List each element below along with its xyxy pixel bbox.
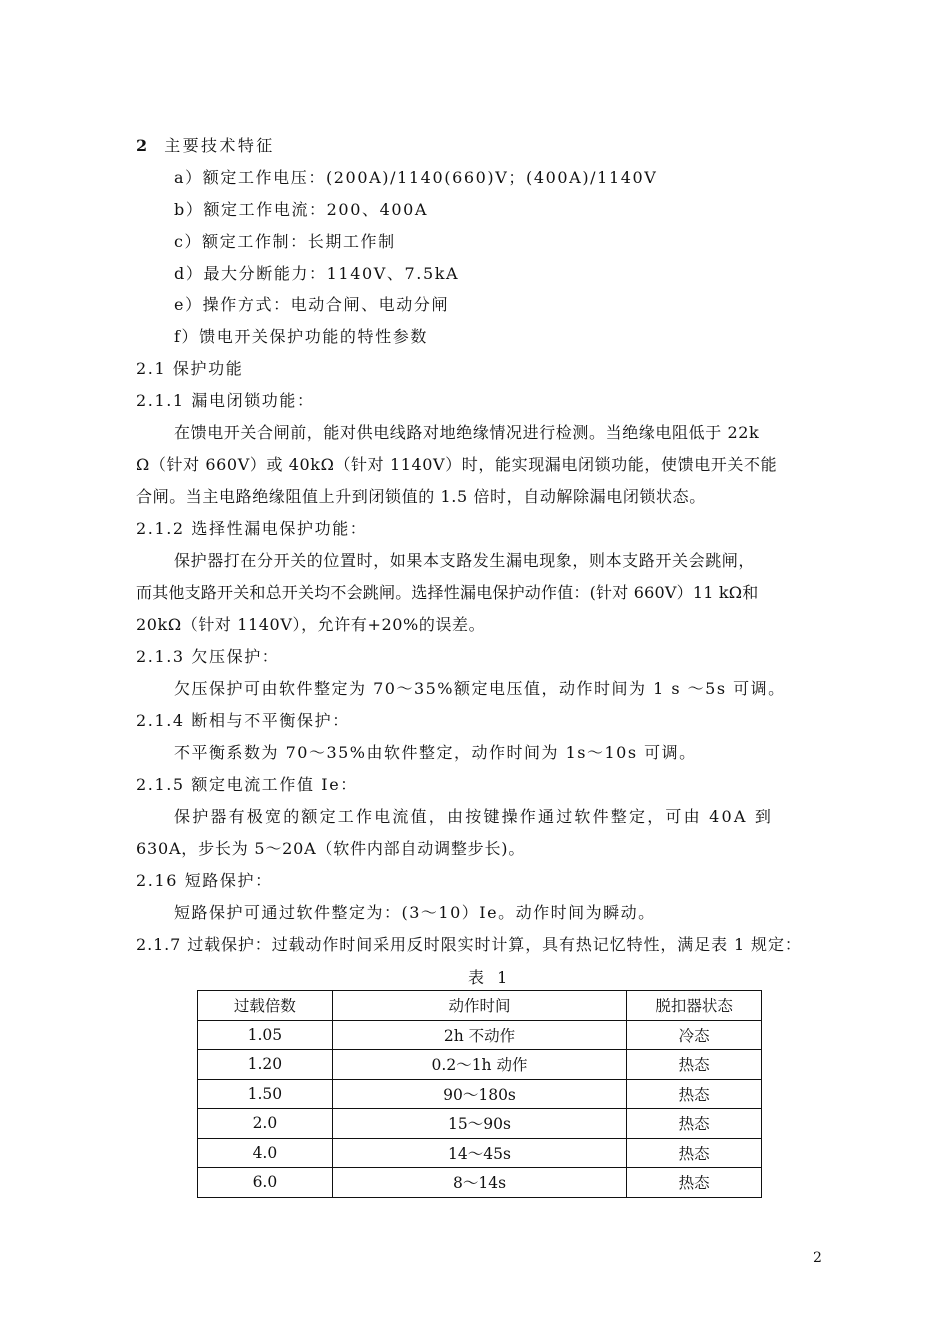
overload-table — [197, 990, 762, 1198]
table-row — [198, 1109, 762, 1139]
table-cell: 90～180s — [332, 1079, 626, 1109]
section-number: 2 — [136, 136, 148, 155]
heading-2-1-2: 2.1.2 选择性漏电保护功能： — [136, 519, 368, 538]
paragraph-line: 在馈电开关合闸前，能对供电线路对地绝缘情况进行检测。当绝缘电阻低于 22k — [174, 423, 760, 442]
paragraph-line: 合闸。当主电路绝缘阻值上升到闭锁值的 1.5 倍时，自动解除漏电闭锁状态。 — [136, 487, 706, 506]
table-cell: 0.2～1h 动作 — [332, 1050, 626, 1080]
heading-2-1-3: 2.1.3 欠压保护： — [136, 647, 280, 666]
feature-item-e: e）操作方式：电动合闸、电动分闸 — [174, 295, 450, 314]
section-title: 主要技术特征 — [164, 136, 275, 155]
table-header-cell: 脱扣器状态 — [627, 991, 762, 1021]
table-cell: 热态 — [627, 1138, 762, 1168]
paragraph-line: 保护器打在分开关的位置时，如果本支路发生漏电现象，则本支路开关会跳闸， — [174, 551, 756, 570]
paragraph-line: 短路保护可通过软件整定为：(3～10）Ie。动作时间为瞬动。 — [174, 903, 656, 922]
table-header-cell: 动作时间 — [332, 991, 626, 1021]
table-row — [198, 1079, 762, 1109]
table-cell: 热态 — [627, 1168, 762, 1198]
heading-2-1-1: 2.1.1 漏电闭锁功能： — [136, 391, 315, 410]
feature-item-a: a）额定工作电压：(200A)/1140(660)V；(400A)/1140V — [174, 168, 658, 187]
section-heading-2 — [136, 134, 275, 158]
paragraph-line: 不平衡系数为 70～35%由软件整定，动作时间为 1s～10s 可调。 — [174, 743, 697, 762]
feature-item-c: c）额定工作制：长期工作制 — [174, 232, 396, 251]
paragraph-line: 20kΩ（针对 1140V），允许有+20%的误差。 — [136, 615, 486, 634]
heading-2-1-7: 2.1.7 过载保护：过载动作时间采用反时限实时计算，具有热记忆特性，满足表 1 规定： — [136, 935, 802, 954]
paragraph-line: 630A，步长为 5～20A（软件内部自动调整步长)。 — [136, 839, 526, 858]
heading-2-1-5: 2.1.5 额定电流工作值 Ie： — [136, 775, 358, 794]
table-cell: 冷态 — [627, 1020, 762, 1050]
table-row — [198, 1020, 762, 1050]
heading-2-1-6: 2.16 短路保护： — [136, 871, 273, 890]
heading-2-1-4: 2.1.4 断相与不平衡保护： — [136, 711, 350, 730]
paragraph-line: 保护器有极宽的额定工作电流值，由按键操作通过软件整定，可由 40A 到 — [174, 807, 774, 826]
table-row — [198, 1138, 762, 1168]
table-cell: 4.0 — [198, 1138, 333, 1168]
table-cell: 14～45s — [332, 1138, 626, 1168]
table-cell: 2h 不动作 — [332, 1020, 626, 1050]
paragraph-line: Ω（针对 660V）或 40kΩ（针对 1140V）时，能实现漏电闭锁功能，使馈电开关不能 — [136, 455, 778, 474]
feature-item-b: b）额定工作电流：200、400A — [174, 200, 429, 219]
paragraph-line: 欠压保护可由软件整定为 70～35%额定电压值，动作时间为 1 s ～5s 可调。 — [174, 679, 786, 698]
table-header-cell: 过载倍数 — [198, 991, 333, 1021]
table-cell: 1.50 — [198, 1079, 333, 1109]
table-header-row — [198, 991, 762, 1021]
table-cell: 6.0 — [198, 1168, 333, 1198]
table-caption: 表 1 — [468, 968, 512, 987]
table-row — [198, 1050, 762, 1080]
table-cell: 8～14s — [332, 1168, 626, 1198]
table-cell: 热态 — [627, 1079, 762, 1109]
table-cell: 热态 — [627, 1050, 762, 1080]
table-row — [198, 1168, 762, 1198]
table-cell: 热态 — [627, 1109, 762, 1139]
table-cell: 15～90s — [332, 1109, 626, 1139]
table-cell: 1.05 — [198, 1020, 333, 1050]
table-cell: 2.0 — [198, 1109, 333, 1139]
table-cell: 1.20 — [198, 1050, 333, 1080]
feature-item-f: f）馈电开关保护功能的特性参数 — [174, 327, 428, 346]
feature-item-d: d）最大分断能力：1140V、7.5kA — [174, 264, 460, 283]
page-number: 2 — [813, 1250, 822, 1266]
heading-2-1: 2.1 保护功能 — [136, 359, 244, 378]
paragraph-line: 而其他支路开关和总开关均不会跳闸。选择性漏电保护动作值：(针对 660V）11 kΩ和 — [136, 583, 759, 602]
